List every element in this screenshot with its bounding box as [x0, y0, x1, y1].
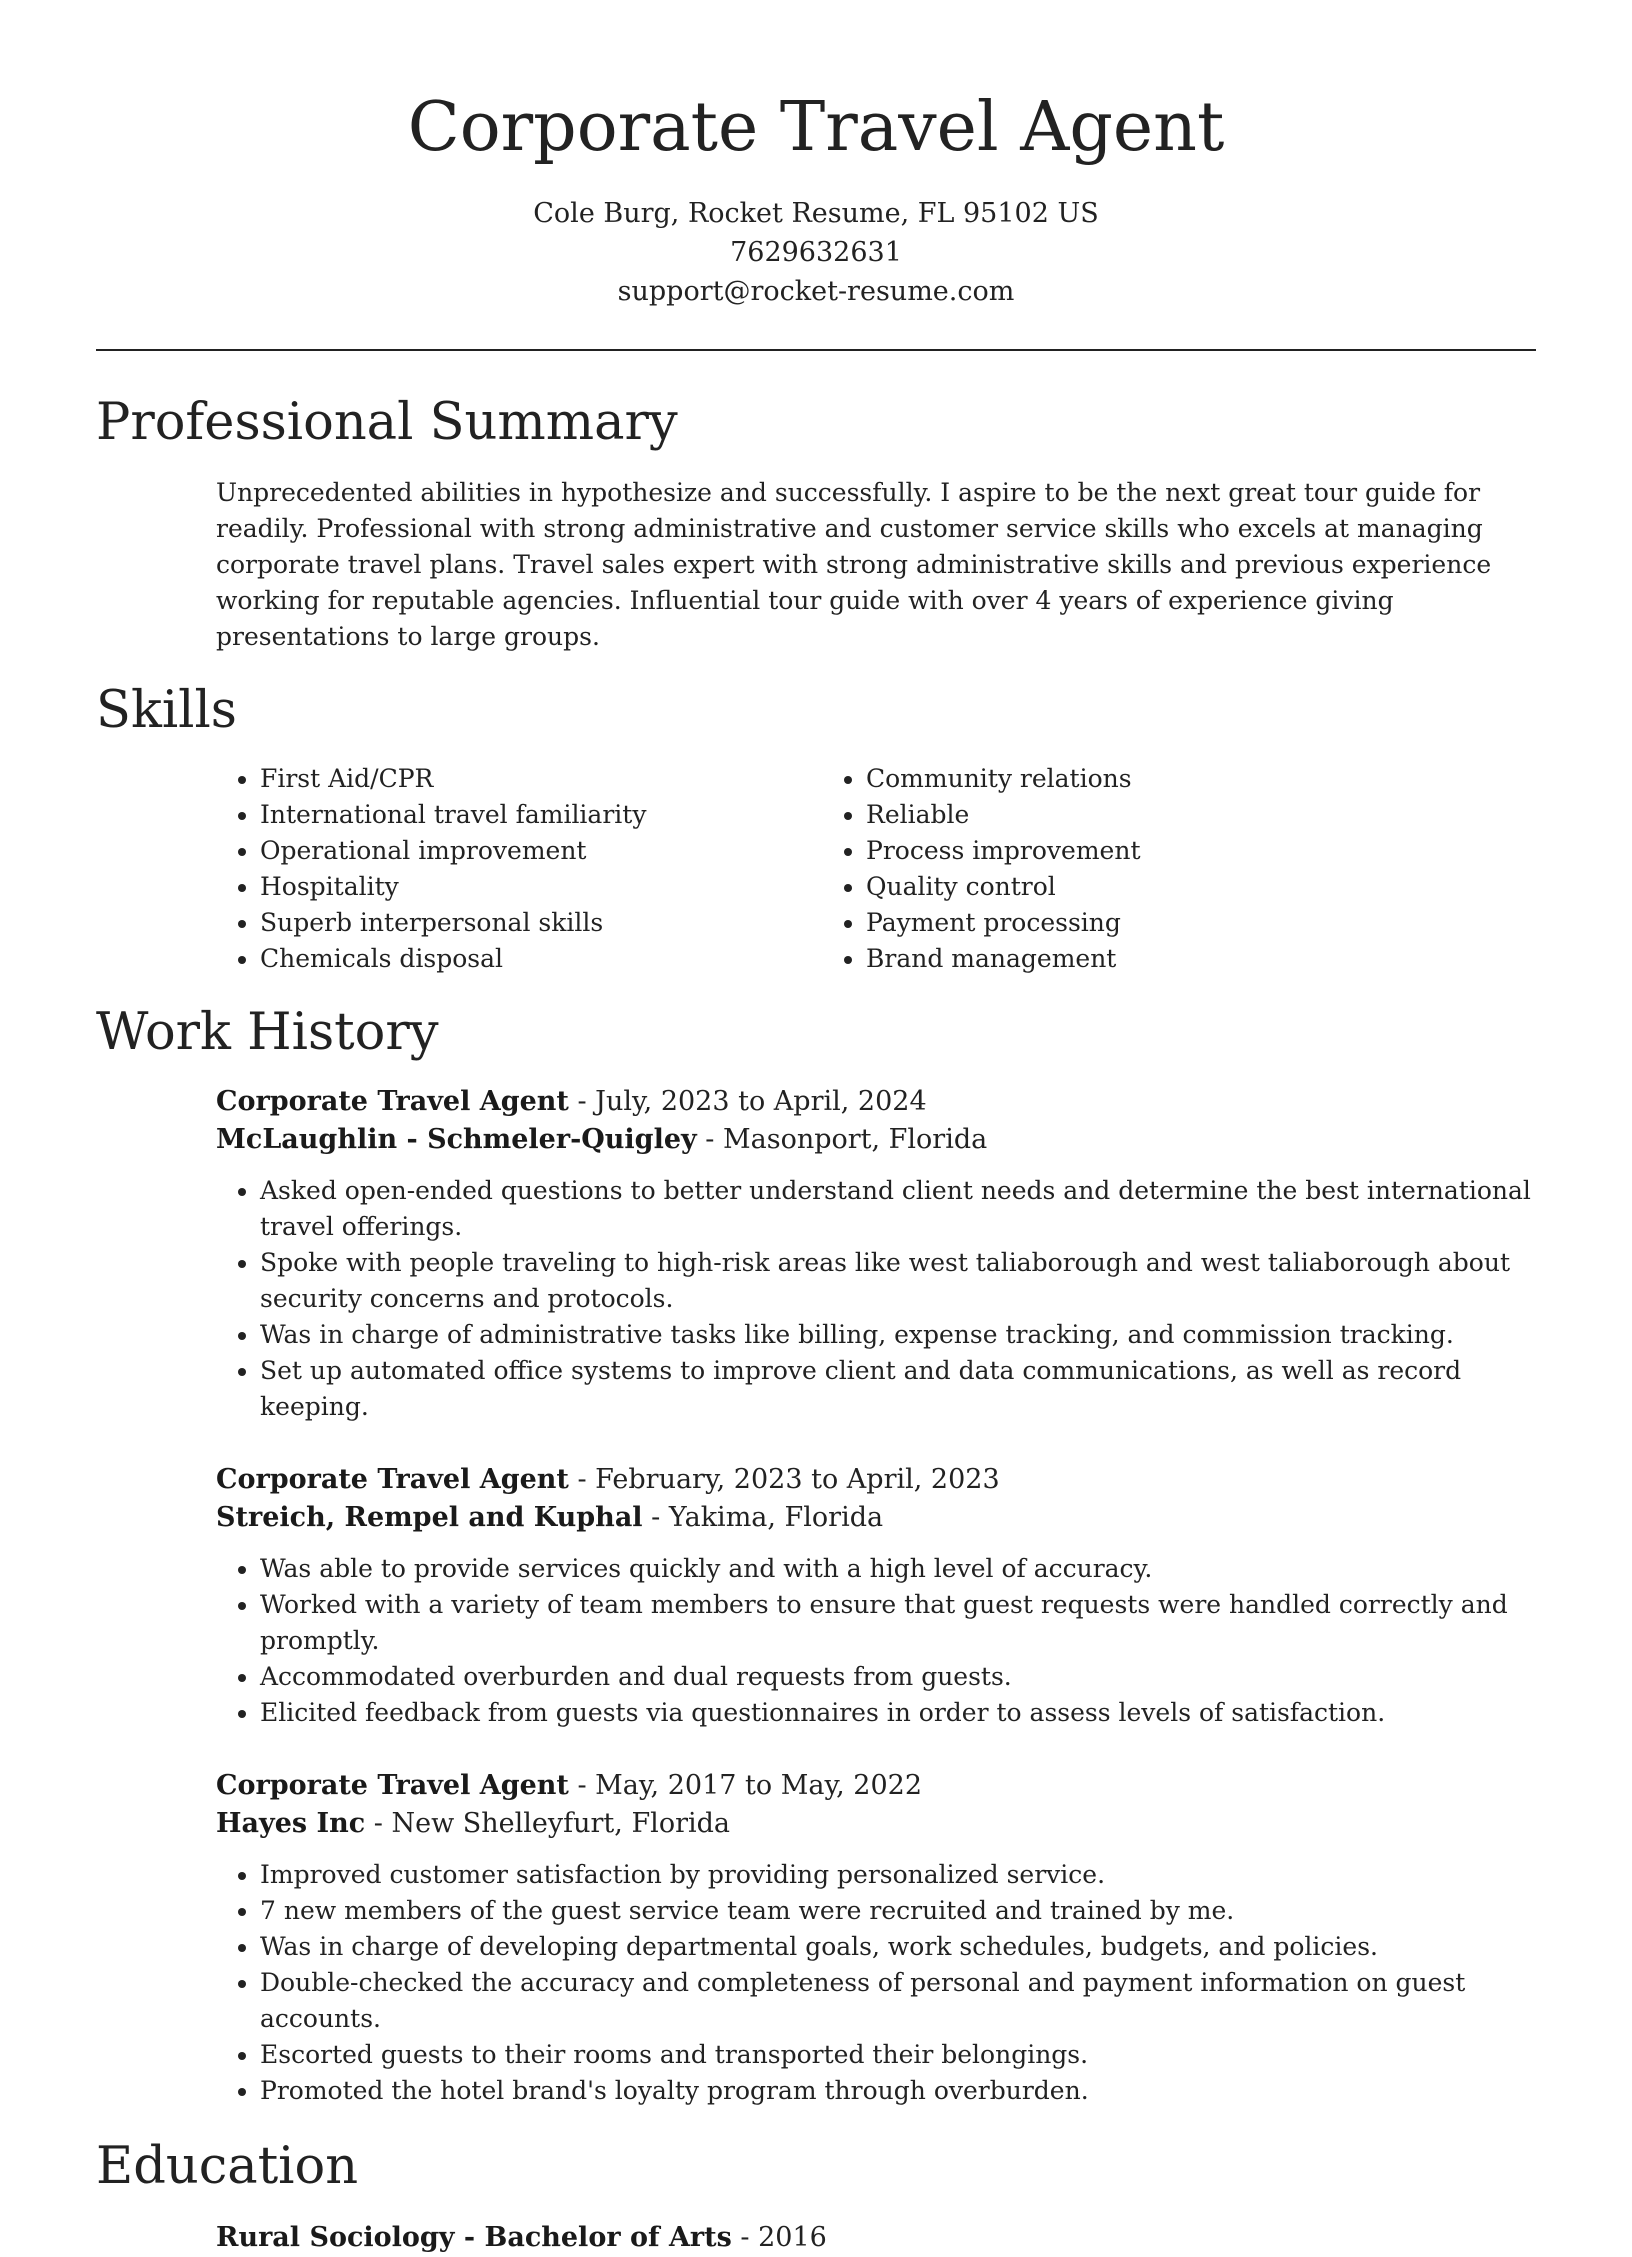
- job-company-line: [216, 1499, 1536, 1537]
- job-bullet: • Set up automated office systems to improve client and data communications, as well as record keeping.: [260, 1353, 1536, 1425]
- resume-header: [96, 0, 1536, 311]
- skill-item: • Brand management: [866, 941, 1428, 977]
- job-entry: [216, 1461, 1536, 1731]
- skill-item: • Quality control: [866, 869, 1428, 905]
- skill-item: • Process improvement: [866, 833, 1428, 869]
- job-company-line: [216, 1121, 1536, 1159]
- job-bullet: • Spoke with people traveling to high-risk areas like west taliaborough and west taliaborough about security concerns and protocols.: [260, 1245, 1536, 1317]
- skill-item: • Superb interpersonal skills: [260, 905, 822, 941]
- job-bullets: [216, 1173, 1536, 1425]
- job-bullet: • Was in charge of developing departmental goals, work schedules, budgets, and policies.: [260, 1929, 1536, 1965]
- job-title: Corporate Travel Agent: [216, 1086, 569, 1117]
- work-history-heading: Work History: [96, 1003, 439, 1062]
- resume-title: Corporate Travel Agent: [407, 88, 1225, 167]
- skill-item: • International travel familiarity: [260, 797, 822, 833]
- job-location: - New Shelleyfurt, Florida: [365, 1808, 730, 1839]
- summary-section: [96, 391, 1536, 655]
- job-bullet: • Double-checked the accuracy and completeness of personal and payment information on guest accounts.: [260, 1965, 1536, 2037]
- skill-item: • Operational improvement: [260, 833, 822, 869]
- job-bullet: • Accommodated overburden and dual requests from guests.: [260, 1659, 1536, 1695]
- job-bullet: • Was in charge of administrative tasks like billing, expense tracking, and commission tracking.: [260, 1317, 1536, 1353]
- job-title-line: [216, 1461, 1536, 1499]
- job-bullets: [216, 1857, 1536, 2109]
- contact-address: Cole Burg, Rocket Resume, FL 95102 US: [533, 198, 1099, 229]
- skills-heading: Skills: [96, 681, 237, 740]
- skills-columns: [216, 761, 1536, 977]
- job-entry: [216, 1767, 1536, 2109]
- summary-heading: Professional Summary: [96, 393, 678, 452]
- job-location: - Masonport, Florida: [696, 1124, 988, 1155]
- education-heading: Education: [96, 2137, 359, 2196]
- job-company-line: [216, 1805, 1536, 1843]
- job-bullet: • Improved customer satisfaction by providing personalized service.: [260, 1857, 1536, 1893]
- skill-item: • Chemicals disposal: [260, 941, 822, 977]
- job-bullet: • Elicited feedback from guests via questionnaires in order to assess levels of satisfaction.: [260, 1695, 1536, 1731]
- skill-item: • Community relations: [866, 761, 1428, 797]
- skills-list-right: [822, 761, 1428, 977]
- job-bullet: • Worked with a variety of team members to ensure that guest requests were handled correctly and promptly.: [260, 1587, 1536, 1659]
- skills-list-left: [216, 761, 822, 977]
- job-title-line: [216, 1083, 1536, 1121]
- education-year: - 2016: [731, 2222, 827, 2253]
- job-bullet: • 7 new members of the guest service team were recruited and trained by me.: [260, 1893, 1536, 1929]
- job-company: Hayes Inc: [216, 1808, 366, 1839]
- job-title-line: [216, 1767, 1536, 1805]
- education-entry: [216, 2219, 1536, 2257]
- job-bullet: • Asked open-ended questions to better understand client needs and determine the best international travel offerings.: [260, 1173, 1536, 1245]
- work-history-section: [96, 1001, 1536, 2109]
- contact-email: support@rocket-resume.com: [617, 276, 1015, 307]
- job-bullet: • Promoted the hotel brand's loyalty program through overburden.: [260, 2073, 1536, 2109]
- job-title: Corporate Travel Agent: [216, 1464, 569, 1495]
- skill-item: • First Aid/CPR: [260, 761, 822, 797]
- summary-text: Unprecedented abilities in hypothesize and successfully. I aspire to be the next great tour guide for readily. Professional with strong administrative and customer service skills who excels at managing corporate travel plans. Travel sales expert with strong administrative skills and previous experience working for reputable agencies. Influential tour guide with over 4 years of experience giving presentations to large groups.: [216, 478, 1492, 651]
- job-bullet: • Escorted guests to their rooms and transported their belongings.: [260, 2037, 1536, 2073]
- job-dates: - July, 2023 to April, 2024: [568, 1086, 927, 1117]
- job-bullet: • Was able to provide services quickly and with a high level of accuracy.: [260, 1551, 1536, 1587]
- education-degree-line: [216, 2219, 1536, 2257]
- skills-section: [96, 679, 1536, 977]
- skill-item: • Payment processing: [866, 905, 1428, 941]
- job-entry: [216, 1083, 1536, 1425]
- education-degree: Rural Sociology - Bachelor of Arts: [216, 2222, 732, 2253]
- contact-phone: 7629632631: [730, 237, 902, 268]
- job-company: McLaughlin - Schmeler-Quigley: [216, 1124, 697, 1155]
- job-dates: - February, 2023 to April, 2023: [568, 1464, 1000, 1495]
- skill-item: • Reliable: [866, 797, 1428, 833]
- header-divider: [96, 349, 1536, 351]
- education-section: [96, 2135, 1536, 2257]
- job-location: - Yakima, Florida: [642, 1502, 884, 1533]
- job-bullets: [216, 1551, 1536, 1731]
- job-title: Corporate Travel Agent: [216, 1770, 569, 1801]
- job-list: [216, 1083, 1536, 2109]
- skill-item: • Hospitality: [260, 869, 822, 905]
- job-company: Streich, Rempel and Kuphal: [216, 1502, 643, 1533]
- job-dates: - May, 2017 to May, 2022: [568, 1770, 922, 1801]
- resume-page: [96, 0, 1536, 2257]
